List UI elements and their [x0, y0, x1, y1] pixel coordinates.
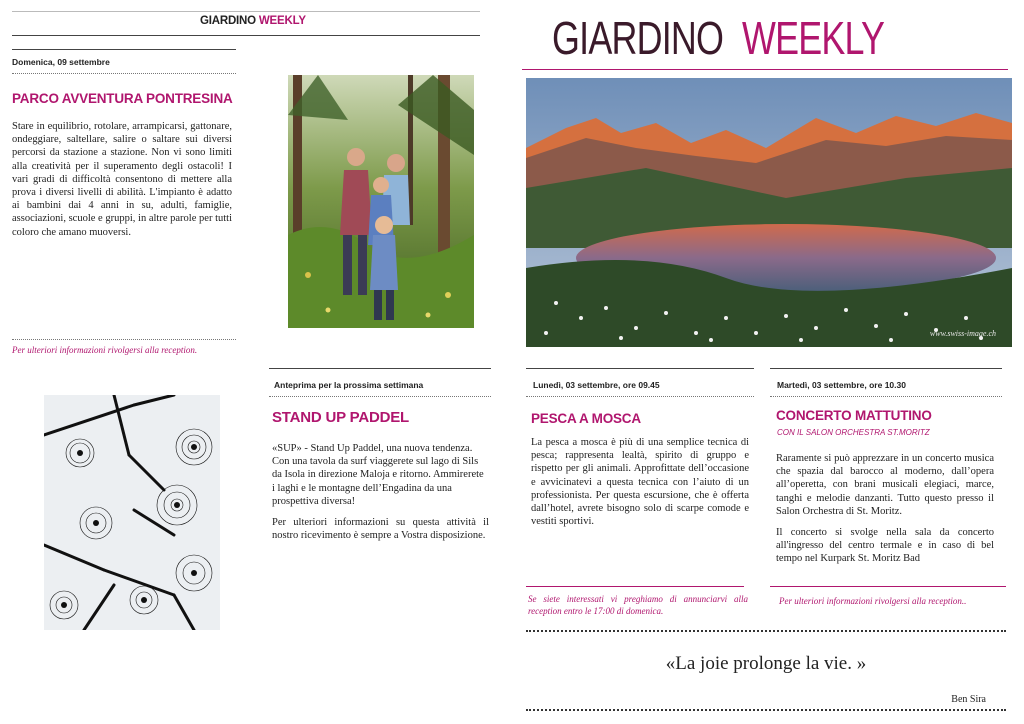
col1-title: PESCA A MOSCA: [531, 411, 641, 426]
photo-credit: www.swiss-image.ch: [929, 329, 996, 338]
left-article-note: Per ulteriori informazioni rivolgersi alla reception.: [12, 345, 198, 355]
date-top-rule: [12, 49, 236, 50]
preview-label: Anteprima per la prossima settimana: [274, 380, 424, 390]
col2-top-rule: [770, 368, 1002, 369]
quote-top-dotted-rule: [526, 630, 1006, 632]
preview-top-rule: [269, 368, 491, 369]
preview-body-1: «SUP» - Stand Up Paddel, una nuova tendenza. Con una tavola da surf viaggerete sul lago di Sils da Isola in direzione Maloja e ritorno. Ammirerete i laghi e le montagne dell’Engadina da una prospettiva diversa!: [272, 443, 484, 507]
date-dotted-rule: [12, 73, 236, 74]
small-brand-dark: GIARDINO: [200, 15, 256, 27]
col2-dotted-rule: [770, 396, 1002, 397]
col1-note: Se siete interessati vi preghiamo di annunciarvi alla reception entro le 17:00 di domenica.: [528, 594, 748, 616]
quote-author: Ben Sira: [951, 694, 986, 705]
col2-title: CONCERTO MATTUTINO: [776, 408, 932, 423]
col2-note: Per ulteriori informazioni rivolgersi alla reception..: [779, 596, 967, 606]
top-rule-left: [12, 11, 480, 12]
col1-note-rule: [526, 586, 744, 587]
preview-title: STAND UP PADDEL: [272, 409, 410, 426]
masthead-dark: GIARDINO: [552, 12, 724, 64]
preview-body-2: Per ulteriori informazioni su questa attività il nostro ricevimento è sempre a Vostra disposizione.: [272, 517, 489, 542]
dandelion-art-image: [44, 395, 220, 630]
forest-family-illustration: [288, 75, 474, 328]
masthead-rule: [522, 69, 1008, 70]
small-brand-header: [200, 15, 306, 27]
col1-top-rule: [526, 368, 754, 369]
family-hiking-photo: [288, 75, 474, 328]
masthead: [552, 6, 924, 70]
col2-body-1: Raramente si può apprezzare in un concerto musica che spazia dal barocco al moderno, dall’opera all’operetta, con brani musicali elegiaci, marce, tanghi e melodie danzanti. Tutto questo presso il Salon Orchestra di St. Moritz.: [776, 453, 994, 517]
small-brand-accent: WEEKLY: [258, 15, 306, 27]
col2-body-2: Il concerto si svolge nella sala da concerto all'ingresso del centro termale e in caso di bel tempo nel Kurpark St. Moritz Bad: [776, 527, 994, 565]
quote-bottom-dotted-rule: [526, 709, 1006, 711]
article-body: Stare in equilibrio, rotolare, arrampicarsi, gattonare, ondeggiare, saltellare, salire o saltare sui diversi percorsi da stazione a stazione. Non vi sono limiti alla creatività per il superamento degli ostacoli! I vari gradi di difficoltà consentono di mettere alla prova i diversi livelli di abilità. L'impianto è adatto ai bambini dai 4 anni in su, adulti, famiglie, associazioni, scuole e gruppi, in altre parole per tutti coloro che amano muoversi.: [12, 121, 232, 238]
col1-dotted-rule: [526, 396, 754, 397]
col1-body: La pesca a mosca è più di una semplice tecnica di pesca; rappresenta lealtà, spirito di gruppo e rispetto per gli animali. Approfittate dell’occasione e avvicinatevi a questa tecnica con l’aiuto di un professionista. Per questa escursione, che è offerta dall’hotel, avrete bisogno solo di scarpe comode e vestiti sportivi.: [531, 437, 749, 528]
dandelion-seedhead-illustration: [44, 395, 220, 630]
alpine-lake-illustration: [526, 78, 1012, 347]
article-title: PARCO AVVENTURA PONTRESINA: [12, 91, 233, 106]
alpine-lake-photo: [526, 78, 1012, 347]
col2-subtitle: CON IL SALON ORCHESTRA ST.MORITZ: [777, 428, 930, 437]
left-note-dotted-rule: [12, 339, 236, 340]
masthead-accent: WEEKLY: [742, 12, 885, 64]
header-rule-left: [12, 35, 480, 36]
preview-dotted-rule: [269, 396, 491, 397]
col1-date: Lunedì, 03 settembre, ore 09.45: [533, 380, 660, 390]
sunday-date: Domenica, 09 settembre: [12, 57, 110, 67]
col2-date: Martedì, 03 settembre, ore 10.30: [777, 380, 906, 390]
quote-text: «La joie prolonge la vie. »: [665, 653, 867, 674]
col2-note-rule: [770, 586, 1006, 587]
